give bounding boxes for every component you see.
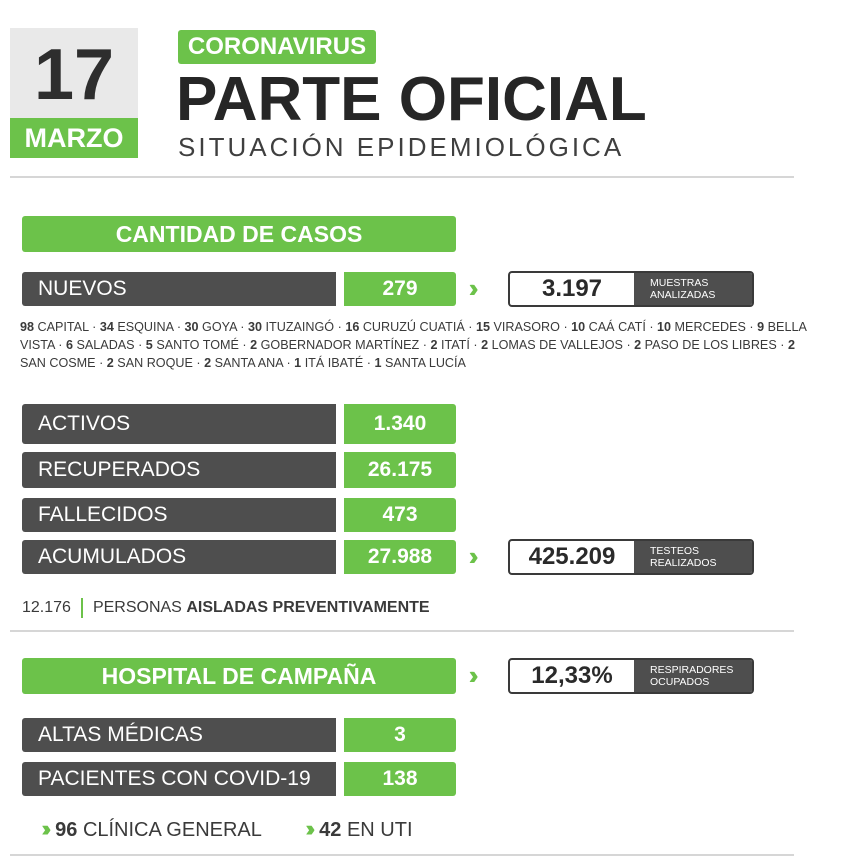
city-item [476, 320, 560, 334]
city-name: SANTA ANA [214, 356, 283, 370]
city-name: ITUZAINGÓ [265, 320, 335, 334]
clinica-value: 96 [55, 819, 78, 841]
row-value-altas-medicas: 3 [344, 718, 456, 752]
city-count: 2 [787, 338, 795, 352]
respiradores-label [634, 660, 752, 692]
city-count: 2 [106, 356, 114, 370]
respiradores-label-line1: RESPIRADORES [650, 664, 734, 676]
city-count: 10 [571, 320, 586, 334]
city-name: ITATÍ [440, 338, 470, 352]
city-name: GOBERNADOR MARTÍNEZ [260, 338, 420, 352]
city-count: 2 [250, 338, 258, 352]
city-count: 98 [20, 320, 35, 334]
city-item [374, 356, 465, 370]
city-count: 30 [248, 320, 263, 334]
clinica-general-stat [44, 815, 262, 844]
city-name: ITÁ IBATÉ [304, 356, 364, 370]
row-label-activos: ACTIVOS [22, 404, 336, 444]
row-label-recuperados: RECUPERADOS [22, 452, 336, 488]
aislados-text-1: PERSONAS [92, 599, 182, 616]
city-item [146, 338, 239, 352]
muestras-value: 3.197 [541, 275, 603, 302]
city-count: 5 [145, 338, 153, 352]
page-subtitle: SITUACIÓN EPIDEMIOLÓGICA [178, 132, 625, 162]
city-name: CAPITAL [37, 320, 89, 334]
city-name: CURUZÚ CUATIÁ [362, 320, 465, 334]
city-item [204, 356, 283, 370]
city-item [345, 320, 464, 334]
row-value-pacientes-covid: 138 [344, 762, 456, 796]
row-value-recuperados: 26.175 [344, 452, 456, 488]
city-item [571, 320, 646, 334]
city-item [294, 356, 363, 370]
divider [10, 854, 794, 856]
muestras-box [508, 271, 754, 307]
row-label-nuevos: NUEVOS [22, 272, 336, 306]
city-name: SANTO TOMÉ [156, 338, 239, 352]
city-item [634, 338, 777, 352]
page-title: PARTE OFICIAL [176, 65, 647, 134]
section-header-hospital: HOSPITAL DE CAMPAÑA [22, 658, 456, 694]
city-count: 16 [345, 320, 360, 334]
city-count: 1 [374, 356, 382, 370]
row-label-altas-medicas: ALTAS MÉDICAS [22, 718, 336, 752]
city-item [66, 338, 135, 352]
city-count: 34 [99, 320, 114, 334]
row-value-activos: 1.340 [344, 404, 456, 444]
testeos-label-line2: REALIZADOS [650, 557, 717, 569]
city-name: GOYA [202, 320, 237, 334]
city-item [657, 320, 746, 334]
aislados-divider [81, 598, 83, 618]
city-count: 2 [634, 338, 642, 352]
city-name: SANTA LUCÍA [384, 356, 466, 370]
divider [10, 176, 794, 178]
row-value-acumulados: 27.988 [344, 540, 456, 574]
city-count: 10 [657, 320, 672, 334]
city-name: ESQUINA [117, 320, 174, 334]
date-month: MARZO [10, 118, 138, 158]
cities-breakdown: 98 CAPITAL · 34 ESQUINA · 30 GOYA · 30 ITUZAINGÓ · 16 CURUZÚ CUATIÁ · 15 VIRASORO · 10 CAÁ CATÍ · 10 MERCEDES · 9 BELLA VISTA · 6 SALADAS · 5 SANTO TOMÉ · 2 GOBERNADOR MARTÍNEZ · 2 ITATÍ · 2 LOMAS DE VALLEJOS · 2 PASO DE LOS LIBRES · 2 SAN COSME · 2 SAN ROQUE · 2 SANTA ANA · 1 ITÁ IBATÉ · 1 SANTA LUCÍA [20, 320, 807, 370]
city-count: 2 [204, 356, 212, 370]
muestras-label [634, 273, 752, 305]
city-name: PASO DE LOS LIBRES [644, 338, 777, 352]
city-item [250, 338, 419, 352]
muestras-label-line2: ANALIZADAS [650, 289, 716, 301]
divider [10, 630, 794, 632]
city-name: SAN COSME [20, 356, 96, 370]
city-item [20, 320, 89, 334]
uti-stat [308, 815, 413, 844]
uti-value: 42 [319, 819, 342, 841]
city-item [107, 356, 193, 370]
row-value-nuevos: 279 [344, 272, 456, 306]
city-name: CAÁ CATÍ [588, 320, 646, 334]
city-count: 6 [65, 338, 73, 352]
city-item [248, 320, 334, 334]
city-name: BELLA VISTA [20, 320, 807, 352]
clinica-label: CLÍNICA GENERAL [82, 819, 262, 841]
aislados-line [22, 596, 430, 620]
city-item [430, 338, 469, 352]
respiradores-value: 12,33% [531, 662, 613, 689]
testeos-label-line1: TESTEOS [650, 545, 700, 557]
aislados-text-2: AISLADAS PREVENTIVAMENTE [186, 599, 430, 616]
respiradores-box [508, 658, 754, 694]
city-count: 2 [430, 338, 438, 352]
date-day: 17 [33, 35, 115, 115]
row-label-acumulados: ACUMULADOS [22, 540, 336, 574]
row-label-fallecidos: FALLECIDOS [22, 498, 336, 532]
city-name: SAN ROQUE [117, 356, 193, 370]
row-value-fallecidos: 473 [344, 498, 456, 532]
city-count: 15 [475, 320, 490, 334]
testeos-label [634, 541, 752, 573]
muestras-label-line1: MUESTRAS [650, 277, 709, 289]
city-item [185, 320, 237, 334]
coronavirus-tag: CORONAVIRUS [178, 30, 376, 64]
city-name: MERCEDES [674, 320, 746, 334]
city-count: 2 [481, 338, 489, 352]
testeos-value: 425.209 [528, 543, 616, 570]
section-header-casos: CANTIDAD DE CASOS [22, 216, 456, 252]
city-name: VIRASORO [493, 320, 560, 334]
uti-label: EN UTI [346, 819, 413, 841]
respiradores-label-line2: OCUPADOS [650, 676, 710, 688]
testeos-box [508, 539, 754, 575]
city-item [481, 338, 623, 352]
city-count: 1 [294, 356, 302, 370]
city-count: 9 [757, 320, 765, 334]
city-name: SALADAS [76, 338, 135, 352]
city-count: 30 [184, 320, 199, 334]
city-item [100, 320, 174, 334]
aislados-value: 12.176 [22, 599, 71, 616]
row-label-pacientes-covid: PACIENTES CON COVID-19 [22, 762, 336, 796]
city-name: LOMAS DE VALLEJOS [491, 338, 623, 352]
